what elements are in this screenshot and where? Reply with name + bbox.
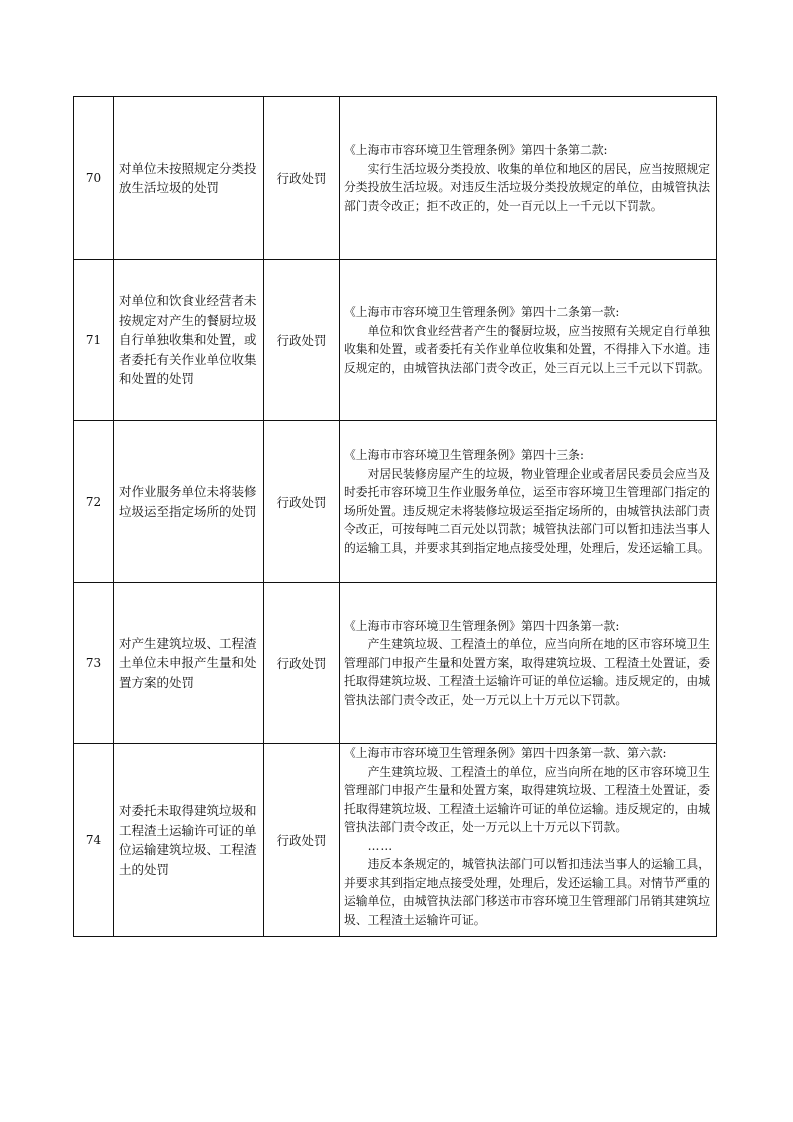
law-text: 单位和饮食业经营者产生的餐厨垃圾，应当按照有关规定自行单独收集和处置，或者委托有关作业单位收集和处置，不得排入下水道。违反规定的，由城管执法部门责令改正，处三百元以上三千元以下罚款。 (344, 323, 710, 375)
penalty-type: 行政处罚 (264, 421, 340, 583)
penalty-item: 对作业服务单位未将装修垃圾运至指定场所的处罚 (114, 421, 264, 583)
law-text: 实行生活垃圾分类投放、收集的单位和地区的居民，应当按照规定分类投放生活垃圾。对违反生活垃圾分类投放规定的单位，由城管执法部门责令改正；拒不改正的，处一百元以上一千元以下罚款。 (344, 161, 710, 213)
table-row (74, 583, 717, 744)
law-citation: 《上海市市容环境卫生管理条例》第四十条第二款: (344, 143, 608, 157)
law-citation: 《上海市市容环境卫生管理条例》第四十四条第一款: (344, 618, 620, 633)
law-citation: 《上海市市容环境卫生管理条例》第四十三条: (344, 448, 584, 462)
table-row (74, 260, 717, 421)
table-row (74, 97, 717, 260)
law-text: 对居民装修房屋产生的垃圾，物业管理企业或者居民委员会应当及时委托市容环境卫生作业服务单位，运至市容环境卫生管理部门指定的场所处置。违反规定未将装修垃圾运至指定场所的，由城管执法部门责令改正，可按每吨二百元处以罚款；城管执法部门可以暂扣违法当事人的运输工具，并要求其到指定地点接受处理，处理后，发还运输工具。 (344, 466, 710, 555)
penalty-item: 对产生建筑垃圾、工程渣土单位未申报产生量和处置方案的处罚 (114, 583, 264, 744)
legal-basis (340, 744, 717, 937)
row-number: 73 (74, 583, 114, 744)
law-text: 产生建筑垃圾、工程渣土的单位，应当向所在地的区市容环境卫生管理部门申报产生量和处置方案，取得建筑垃圾、工程渣土处置证，委托取得建筑垃圾、工程渣土运输许可证的单位运输。违反规定的，由城管执法部门责令改正，处一万元以上十万元以下罚款。 (344, 764, 710, 834)
row-number: 70 (74, 97, 114, 260)
penalty-item: 对单位未按照规定分类投放生活垃圾的处罚 (114, 97, 264, 260)
legal-basis (340, 260, 717, 421)
law-citation: 《上海市市容环境卫生管理条例》第四十二条第一款: (344, 305, 620, 319)
row-number: 74 (74, 744, 114, 937)
table-row (74, 744, 717, 937)
penalty-table (73, 96, 717, 937)
legal-basis (340, 421, 717, 583)
omission-mark: …… (367, 838, 394, 853)
row-number: 71 (74, 260, 114, 421)
penalty-type: 行政处罚 (264, 744, 340, 937)
law-text: 违反本条规定的，城管执法部门可以暂扣违法当事人的运输工具，并要求其到指定地点接受处理，处理后，发还运输工具。对情节严重的运输单位，由城管执法部门移送市市容环境卫生管理部门吊销其建筑垃圾、工程渣土运输许可证。 (344, 857, 710, 927)
penalty-type: 行政处罚 (264, 260, 340, 421)
table-row (74, 421, 717, 583)
penalty-item: 对委托未取得建筑垃圾和工程渣土运输许可证的单位运输建筑垃圾、工程渣土的处罚 (114, 744, 264, 937)
legal-basis (340, 583, 717, 744)
row-number: 72 (74, 421, 114, 583)
law-citation: 《上海市市容环境卫生管理条例》第四十四条第一款、第六款: (344, 746, 667, 760)
legal-basis (340, 97, 717, 260)
penalty-type: 行政处罚 (264, 583, 340, 744)
penalty-type: 行政处罚 (264, 97, 340, 260)
law-text: 产生建筑垃圾、工程渣土的单位，应当向所在地的区市容环境卫生管理部门申报产生量和处置方案，取得建筑垃圾、工程渣土处置证，委托取得建筑垃圾、工程渣土运输许可证的单位运输。违反规定的，由城管执法部门责令改正，处一万元以上十万元以下罚款。 (344, 637, 710, 707)
penalty-item: 对单位和饮食业经营者未按规定对产生的餐厨垃圾自行单独收集和处置，或者委托有关作业单位收集和处置的处罚 (114, 260, 264, 421)
